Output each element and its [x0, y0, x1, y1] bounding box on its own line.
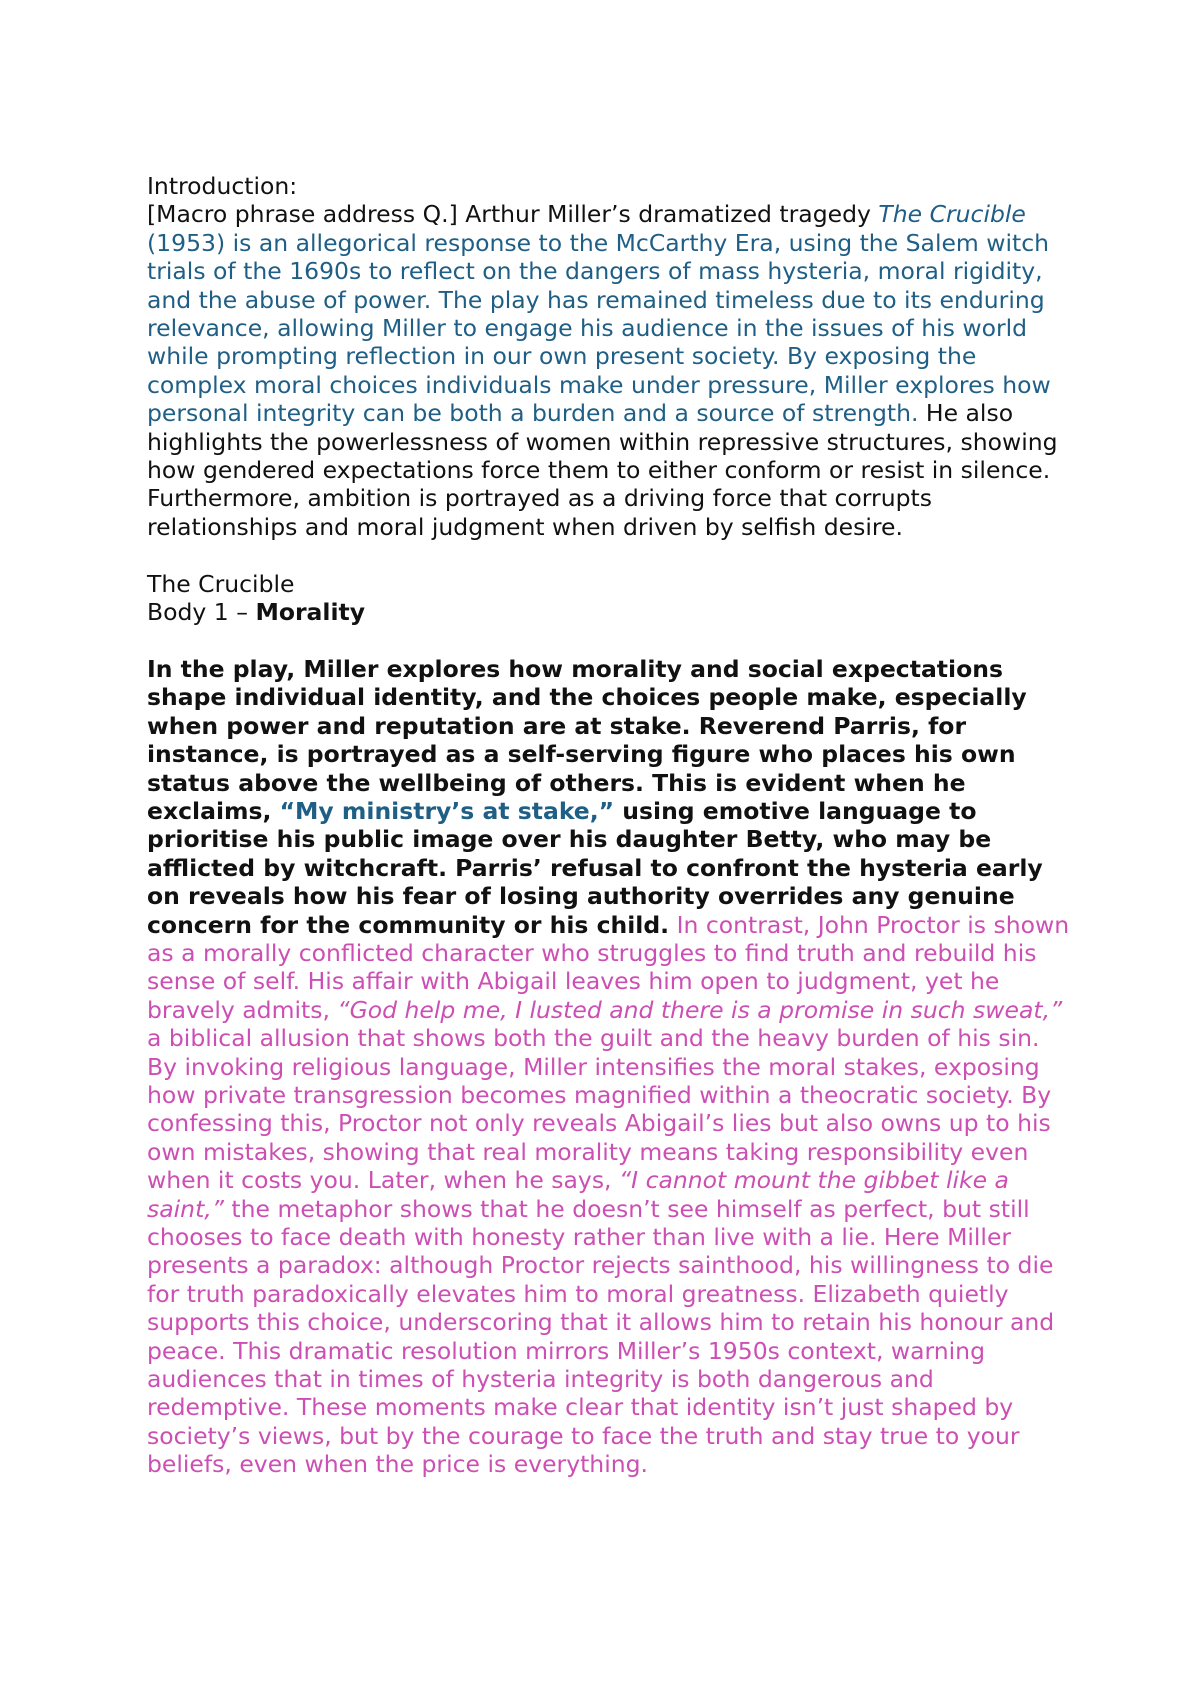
body1-bold-b: using emotive language to prioritise his public image over his daughter Betty, who may be afflicted by witchcraft. Parris’ refusal to confront the hysteria early on reveals how his fear of losing authority overrides any genuine concern for the community or his child. [147, 796, 1043, 939]
body1-pink-c: the metaphor shows that he doesn’t see himself as perfect, but still chooses to face death with honesty rather than live with a lie. Here Miller presents a paradox: although Proctor rejects sainthood, his willingness to die for truth paradoxically elevates him to moral greatness. Elizabeth quietly supports this choice, underscoring that it allows him to retain his honour and peace. This dramatic resolution mirrors Miller’s 1950s context, warning audiences that in times of hysteria integrity is both dangerous and redemptive. These moments make clear that identity isn’t just shaped by society’s views, but by the courage to face the truth and stay true to your beliefs, even when the price is everything. [147, 1194, 1055, 1479]
document-page [147, 172, 1077, 1479]
body1-proctor-quote-1: “God help me, I lusted and there is a promise in such sweat,” [337, 995, 1063, 1024]
body1-label: Body 1 – [147, 598, 256, 627]
intro-heading-text: Introduction: [147, 172, 298, 200]
intro-paragraph [147, 200, 1077, 541]
intro-black-text: He also highlights the powerlessness of women within repressive structures, showing how gendered expectations force them to either conform or resist in silence. Furthermore, ambition is portrayed as a driving force that corrupts relationships and moral judgment when driven by selfish desire. [147, 399, 1058, 541]
body1-pink-b: a biblical allusion that shows both the guilt and the heavy burden of his sin. By invoking religious language, Miller intensifies the moral stakes, exposing how private transgression becomes magnified within a theocratic society. By confessing this, Proctor not only reveals Abigail’s lies but also owns up to his own mistakes, showing that real morality means taking responsibility even when it costs you. Later, when he says, [147, 1024, 1052, 1195]
body1-theme: Morality [255, 598, 366, 627]
body1-parris-quote: “My ministry’s at stake,” [279, 796, 615, 825]
body1-paragraph [147, 655, 1077, 1479]
intro-play-title: The Crucible [878, 200, 1026, 229]
body1-pink-a: In contrast, John Proctor is shown as a morally conflicted character who struggles to find truth and rebuild his sense of self. His affair with Abigail leaves him open to judgment, yet he bravely admits, [147, 910, 1070, 1024]
intro-teal-text: (1953) is an allegorical response to the McCarthy Era, using the Salem witch trials of the 1690s to reflect on the dangers of mass hysteria, moral rigidity, and the abuse of power. The play has remained timeless due to its enduring relevance, allowing Miller to engage his audience in the issues of his world while prompting reflection in our own present society. By exposing the complex moral choices individuals make under pressure, Miller explores how personal integrity can be both a burden and a source of strength. [147, 228, 1051, 428]
body1-heading [147, 598, 1077, 626]
intro-heading [147, 172, 1077, 200]
section-title-text: The Crucible [147, 569, 295, 598]
paragraph-gap [147, 541, 1077, 569]
intro-prefix: [Macro phrase address Q.] Arthur Miller’s dramatized tragedy [147, 200, 879, 229]
paragraph-gap [147, 626, 1077, 654]
section-title [147, 570, 1077, 598]
body1-proctor-quote-2: “I cannot mount the gibbet like a saint,” [147, 1166, 1009, 1223]
body1-bold-a: In the play, Miller explores how morality and social expectations shape individual identity, and the choices people make, especially when power and reputation are at stake. Reverend Parris, for instance, is portrayed as a self-serving figure who places his own status above the wellbeing of others. This is evident when he exclaims, [147, 654, 1027, 825]
